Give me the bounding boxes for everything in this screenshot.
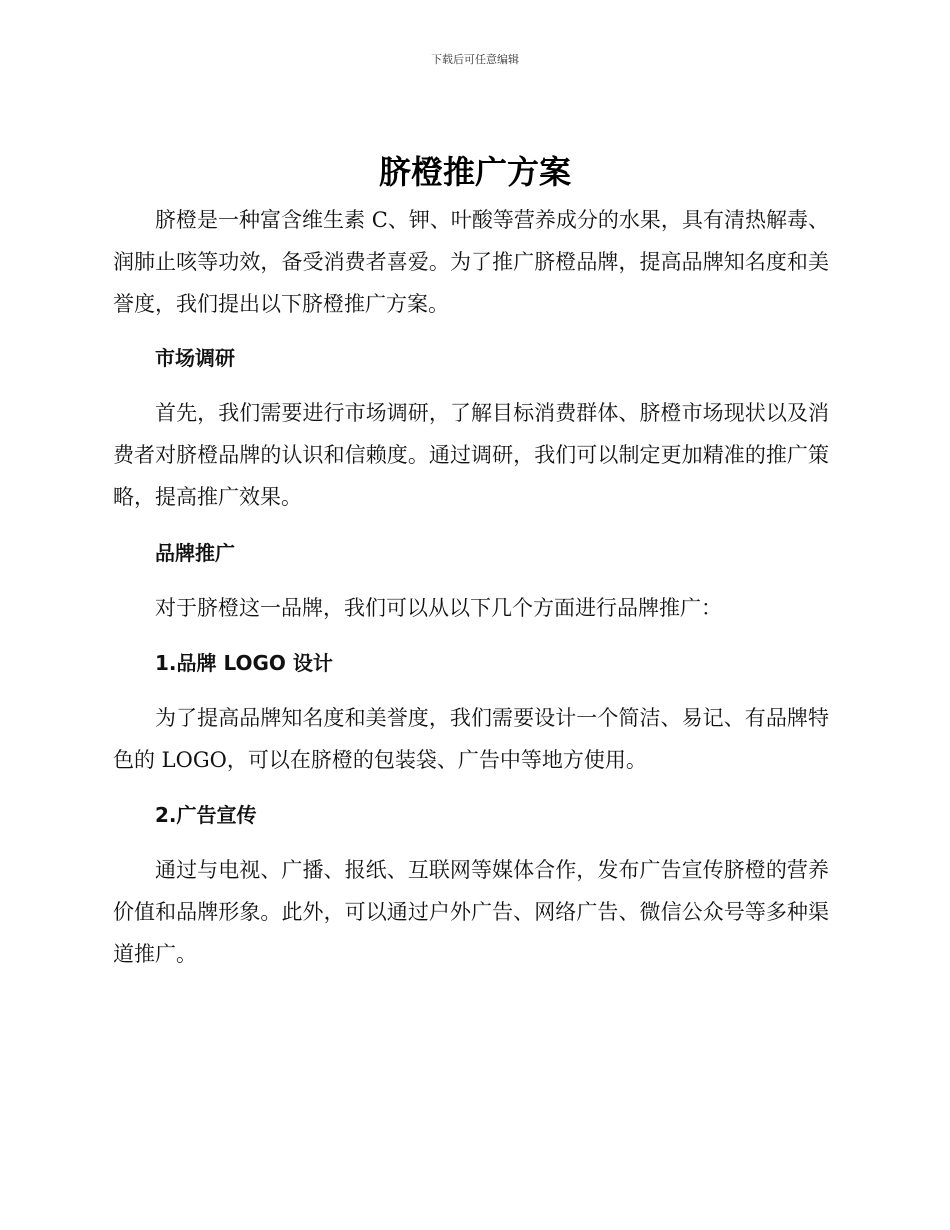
section-paragraph-brand-promotion: 对于脐橙这一品牌，我们可以从以下几个方面进行品牌推广： <box>155 596 722 620</box>
section-paragraph-market-research: 首先，我们需要进行市场调研，了解目标消费群体、脐橙市场现状以及消费者对脐橙品牌的认识和信赖度。通过调研，我们可以制定更加精准的推广策略，提高推广效果。 <box>113 401 829 509</box>
section-paragraph-advertising: 通过与电视、广播、报纸、互联网等媒体合作，发布广告宣传脐橙的营养价值和品牌形象。此外，可以通过户外广告、网络广告、微信公众号等多种渠道推广。 <box>113 858 829 966</box>
section-paragraph-logo-design: 为了提高品牌知名度和美誉度，我们需要设计一个简洁、易记、有品牌特色的 LOGO，可以在脐橙的包装袋、广告中等地方使用。 <box>113 706 829 772</box>
section-heading-logo-design: 1.品牌 LOGO 设计 <box>155 651 333 675</box>
page-header: 下载后可任意编辑 <box>431 53 519 66</box>
document-title: 脐橙推广方案 <box>378 153 571 191</box>
intro-paragraph: 脐橙是一种富含维生素 C、钾、叶酸等营养成分的水果，具有清热解毒、润肺止咳等功效，备受消费者喜爱。为了推广脐橙品牌，提高品牌知名度和美誉度，我们提出以下脐橙推广方案。 <box>113 208 829 316</box>
section-heading-market-research: 市场调研 <box>155 346 235 370</box>
section-heading-advertising: 2.广告宣传 <box>155 803 257 827</box>
section-heading-brand-promotion: 品牌推广 <box>155 541 235 565</box>
